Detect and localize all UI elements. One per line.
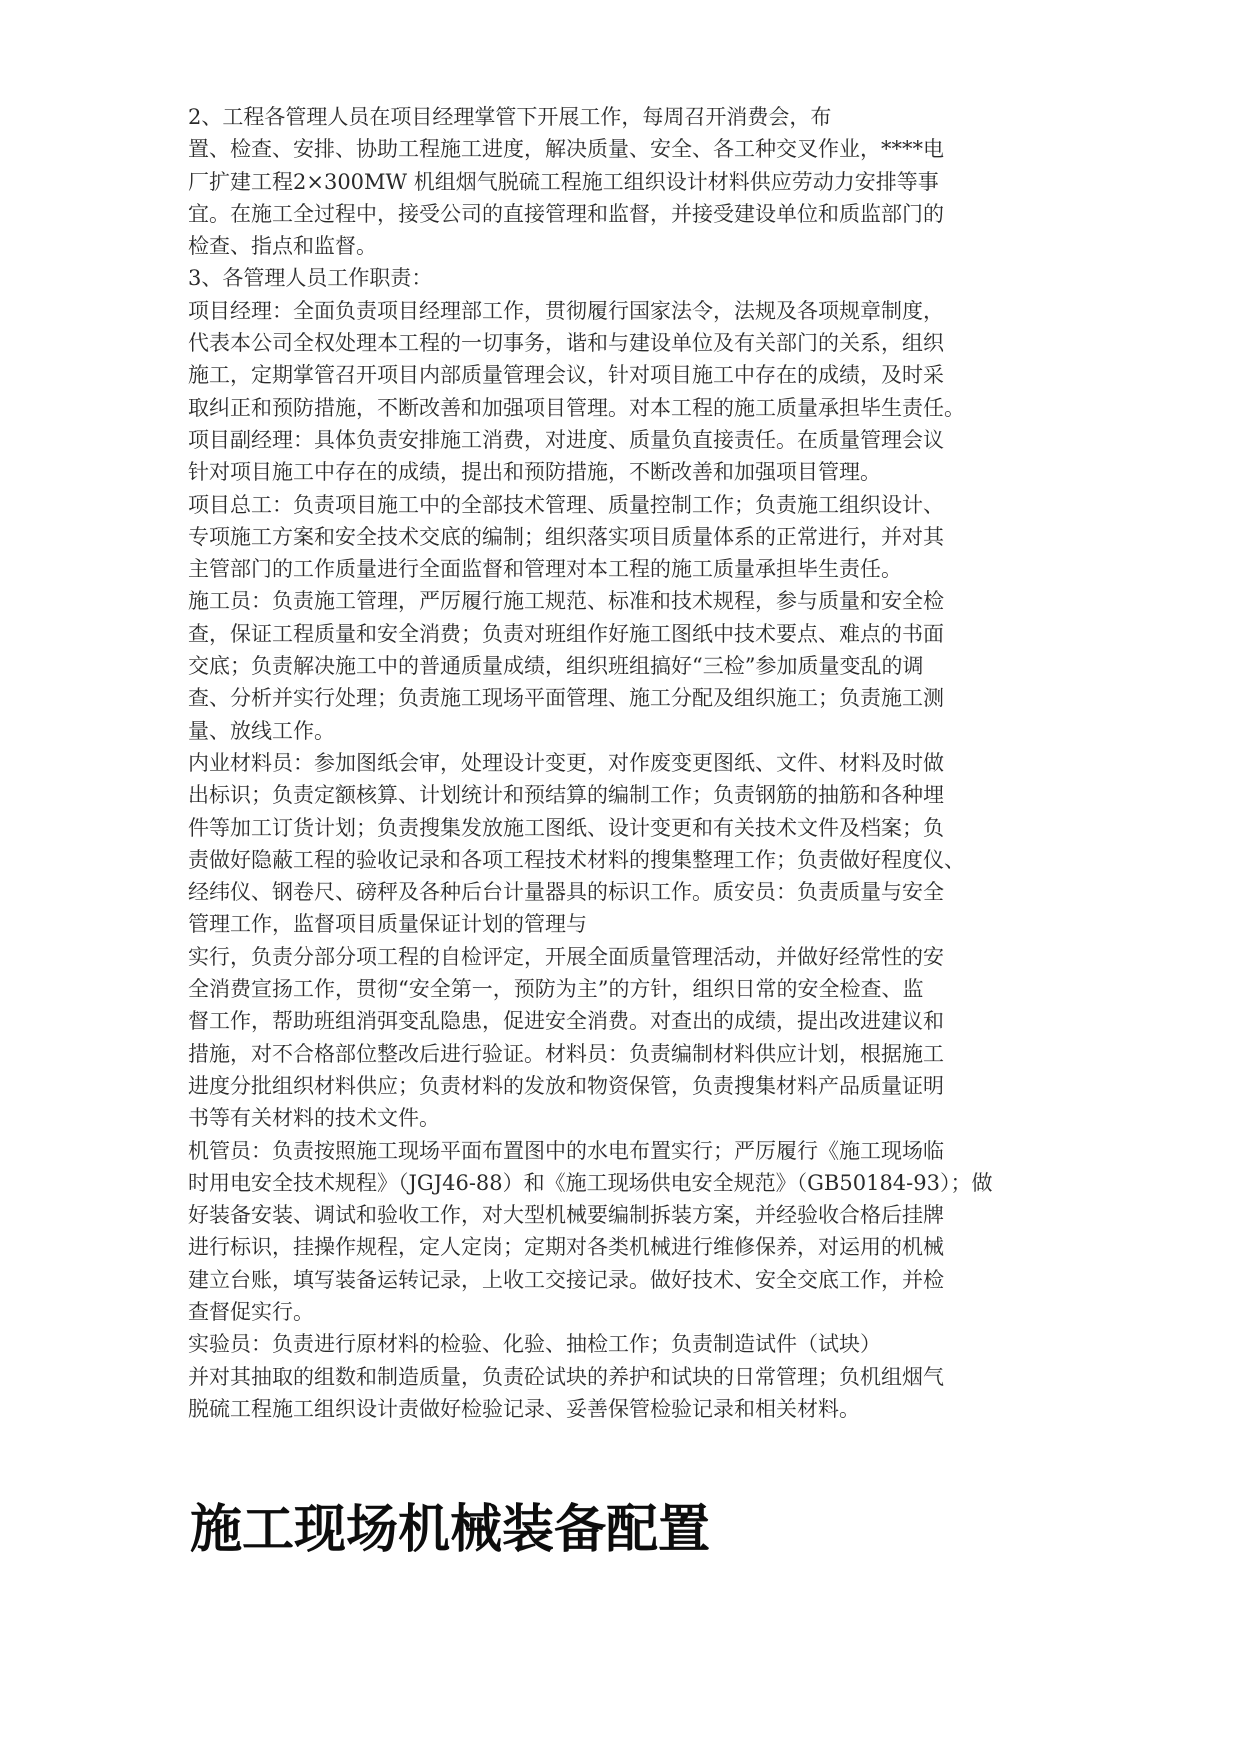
text-line: 检查、指点和监督。 bbox=[188, 234, 377, 259]
text-line: 全消费宣扬工作，贯彻“安全第一，预防为主”的方针，组织日常的安全检查、监 bbox=[188, 977, 924, 1002]
text-line: 项目副经理：具体负责安排施工消费，对进度、质量负直接责任。在质量管理会议 bbox=[188, 427, 944, 452]
text-line: 书等有关材料的技术文件。 bbox=[188, 1106, 440, 1131]
text-line: 主管部门的工作质量进行全面监督和管理对本工程的施工质量承担毕生责任。 bbox=[188, 557, 902, 582]
text-line: 代表本公司全权处理本工程的一切事务，谐和与建设单位及有关部门的关系，组织 bbox=[188, 331, 944, 356]
text-line: 取纠正和预防措施，不断改善和加强项目管理。对本工程的施工质量承担毕生责任。 bbox=[188, 395, 965, 420]
text-line: 措施，对不合格部位整改后进行验证。材料员：负责编制材料供应计划，根据施工 bbox=[188, 1041, 944, 1066]
text-line: 经纬仪、钢卷尺、磅秤及各种后台计量器具的标识工作。质安员：负责质量与安全 bbox=[188, 880, 944, 905]
text-line: 管理工作，监督项目质量保证计划的管理与 bbox=[188, 912, 587, 937]
text-line: 施工员：负责施工管理，严厉履行施工规范、标准和技术规程，参与质量和安全检 bbox=[188, 589, 944, 614]
document-body bbox=[188, 101, 1068, 1425]
text-line: 时用电安全技术规程》（JGJ46-88）和《施工现场供电安全规范》（GB50184-93）；做 bbox=[188, 1170, 993, 1195]
text-line: 出标识；负责定额核算、计划统计和预结算的编制工作；负责钢筋的抽筋和各种埋 bbox=[188, 783, 944, 808]
text-line: 脱硫工程施工组织设计责做好检验记录、妥善保管检验记录和相关材料。 bbox=[188, 1396, 860, 1421]
section-heading: 施工现场机械装备配置 bbox=[190, 1500, 711, 1560]
text-line: 量、放线工作。 bbox=[188, 718, 335, 743]
text-line: 建立台账，填写装备运转记录，上收工交接记录。做好技术、安全交底工作，并检 bbox=[188, 1267, 944, 1292]
text-line: 实行，负责分部分项工程的自检评定，开展全面质量管理活动，并做好经常性的安 bbox=[188, 944, 944, 969]
text-line: 交底；负责解决施工中的普通质量成绩，组织班组搞好“三检”参加质量变乱的调 bbox=[188, 654, 924, 679]
text-line: 督工作，帮助班组消弭变乱隐患，促进安全消费。对查出的成绩，提出改进建议和 bbox=[188, 1009, 944, 1034]
text-line: 查，保证工程质量和安全消费；负责对班组作好施工图纸中技术要点、难点的书面 bbox=[188, 621, 944, 646]
text-line: 查督促实行。 bbox=[188, 1299, 314, 1324]
text-line: 实验员：负责进行原材料的检验、化验、抽检工作；负责制造试件（试块） bbox=[188, 1332, 881, 1357]
text-line: 置、检查、安排、协助工程施工进度，解决质量、安全、各工种交叉作业，****电 bbox=[188, 137, 944, 162]
text-line: 进行标识，挂操作规程，定人定岗；定期对各类机械进行维修保养，对运用的机械 bbox=[188, 1235, 944, 1260]
text-line: 件等加工订货计划；负责搜集发放施工图纸、设计变更和有关技术文件及档案；负 bbox=[188, 815, 944, 840]
text-line: 厂扩建工程2×300MW 机组烟气脱硫工程施工组织设计材料供应劳动力安排等事 bbox=[188, 169, 939, 194]
text-line: 项目总工：负责项目施工中的全部技术管理、质量控制工作；负责施工组织设计、 bbox=[188, 492, 944, 517]
text-line: 责做好隐蔽工程的验收记录和各项工程技术材料的搜集整理工作；负责做好程度仪、 bbox=[188, 847, 965, 872]
text-line: 好装备安装、调试和验收工作，对大型机械要编制拆装方案，并经验收合格后挂牌 bbox=[188, 1203, 944, 1228]
text-line: 内业材料员：参加图纸会审，处理设计变更，对作废变更图纸、文件、材料及时做 bbox=[188, 750, 944, 775]
text-line: 专项施工方案和安全技术交底的编制；组织落实项目质量体系的正常进行，并对其 bbox=[188, 524, 944, 549]
text-line: 项目经理：全面负责项目经理部工作，贯彻履行国家法令，法规及各项规章制度， bbox=[188, 298, 944, 323]
text-line: 针对项目施工中存在的成绩，提出和预防措施，不断改善和加强项目管理。 bbox=[188, 460, 881, 485]
text-line: 施工，定期掌管召开项目内部质量管理会议，针对项目施工中存在的成绩，及时采 bbox=[188, 363, 944, 388]
text-line: 机管员：负责按照施工现场平面布置图中的水电布置实行；严厉履行《施工现场临 bbox=[188, 1138, 944, 1163]
text-line: 进度分批组织材料供应；负责材料的发放和物资保管，负责搜集材料产品质量证明 bbox=[188, 1073, 944, 1098]
text-line: 查、分析并实行处理；负责施工现场平面管理、施工分配及组织施工；负责施工测 bbox=[188, 686, 944, 711]
text-line: 宜。在施工全过程中，接受公司的直接管理和监督，并接受建设单位和质监部门的 bbox=[188, 201, 944, 226]
text-line: 2、工程各管理人员在项目经理掌管下开展工作，每周召开消费会，布 bbox=[188, 105, 832, 129]
text-line: 3、各管理人员工作职责： bbox=[188, 266, 433, 291]
text-line: 并对其抽取的组数和制造质量，负责砼试块的养护和试块的日常管理；负机组烟气 bbox=[188, 1364, 944, 1389]
